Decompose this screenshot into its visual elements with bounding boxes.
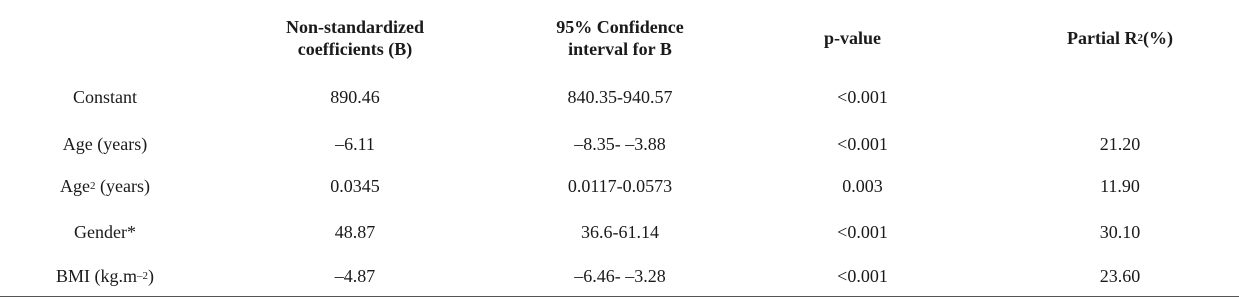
row-label: Age 2 (years): [60, 175, 150, 196]
header-coefficients-line1: Non-standardized: [285, 17, 424, 37]
row-label-suffix: ): [148, 265, 154, 286]
partial-r2-cell: 23.60: [1099, 265, 1141, 286]
table-row: [0, 212, 1239, 252]
pvalue-cell: <0.001: [837, 265, 888, 286]
confidence-interval-cell: –8.35- –3.88: [574, 133, 666, 154]
header-partial-r2-suffix: (%): [1142, 28, 1173, 48]
table-row: [0, 166, 1239, 206]
pvalue-cell: <0.001: [837, 86, 888, 107]
partial-r2-cell: 21.20: [1099, 133, 1141, 154]
header-partial-r2: Partial R 2 (%): [1067, 28, 1173, 48]
confidence-interval-cell: 0.0117-0.0573: [567, 175, 673, 196]
coefficient-cell: 890.46: [330, 86, 380, 107]
row-label: [0, 212, 210, 252]
row-label: [0, 77, 210, 117]
header-pvalue-text: p-value: [823, 28, 881, 48]
row-label-text: Constant: [72, 86, 137, 107]
row-label-text: BMI (kg.m: [56, 265, 137, 286]
table-row: [0, 124, 1239, 164]
header-pvalue: [760, 8, 945, 68]
pvalue-cell: 0.003: [842, 175, 883, 196]
pvalue-cell: <0.001: [837, 133, 888, 154]
coefficient-cell: 48.87: [334, 221, 376, 242]
header-variable: [0, 8, 210, 68]
header-ci-line2: interval for B: [568, 39, 672, 59]
header-confidence-interval: [505, 8, 735, 68]
coefficient-cell: –6.11: [335, 133, 375, 154]
row-label-suffix: (years): [95, 175, 150, 196]
header-partial-r2-prefix: Partial R: [1067, 28, 1138, 48]
row-label-text: Gender*: [74, 221, 136, 242]
partial-r2-cell: [1010, 77, 1230, 117]
header-ci-line1: 95% Confidence: [556, 17, 684, 37]
partial-r2-cell: 11.90: [1100, 175, 1140, 196]
header-coefficients: [250, 8, 460, 68]
table-row: [0, 77, 1239, 117]
confidence-interval-cell: 36.6-61.14: [581, 221, 659, 242]
confidence-interval-cell: –6.46- –3.28: [574, 265, 666, 286]
confidence-interval-cell: 840.35-940.57: [567, 86, 673, 107]
row-label-text: Age: [60, 175, 91, 196]
table-bottom-rule: [0, 296, 1239, 297]
row-label-text: Age (years): [62, 133, 148, 154]
row-label: BMI (kg.m –2 ): [56, 265, 154, 286]
pvalue-cell: <0.001: [837, 221, 888, 242]
table-row: [0, 256, 1239, 296]
partial-r2-cell: 30.10: [1099, 221, 1141, 242]
coefficient-cell: 0.0345: [330, 175, 380, 196]
header-coefficients-line2: coefficients (B): [297, 39, 413, 59]
coefficient-cell: –4.87: [334, 265, 376, 286]
row-label: [0, 124, 210, 164]
